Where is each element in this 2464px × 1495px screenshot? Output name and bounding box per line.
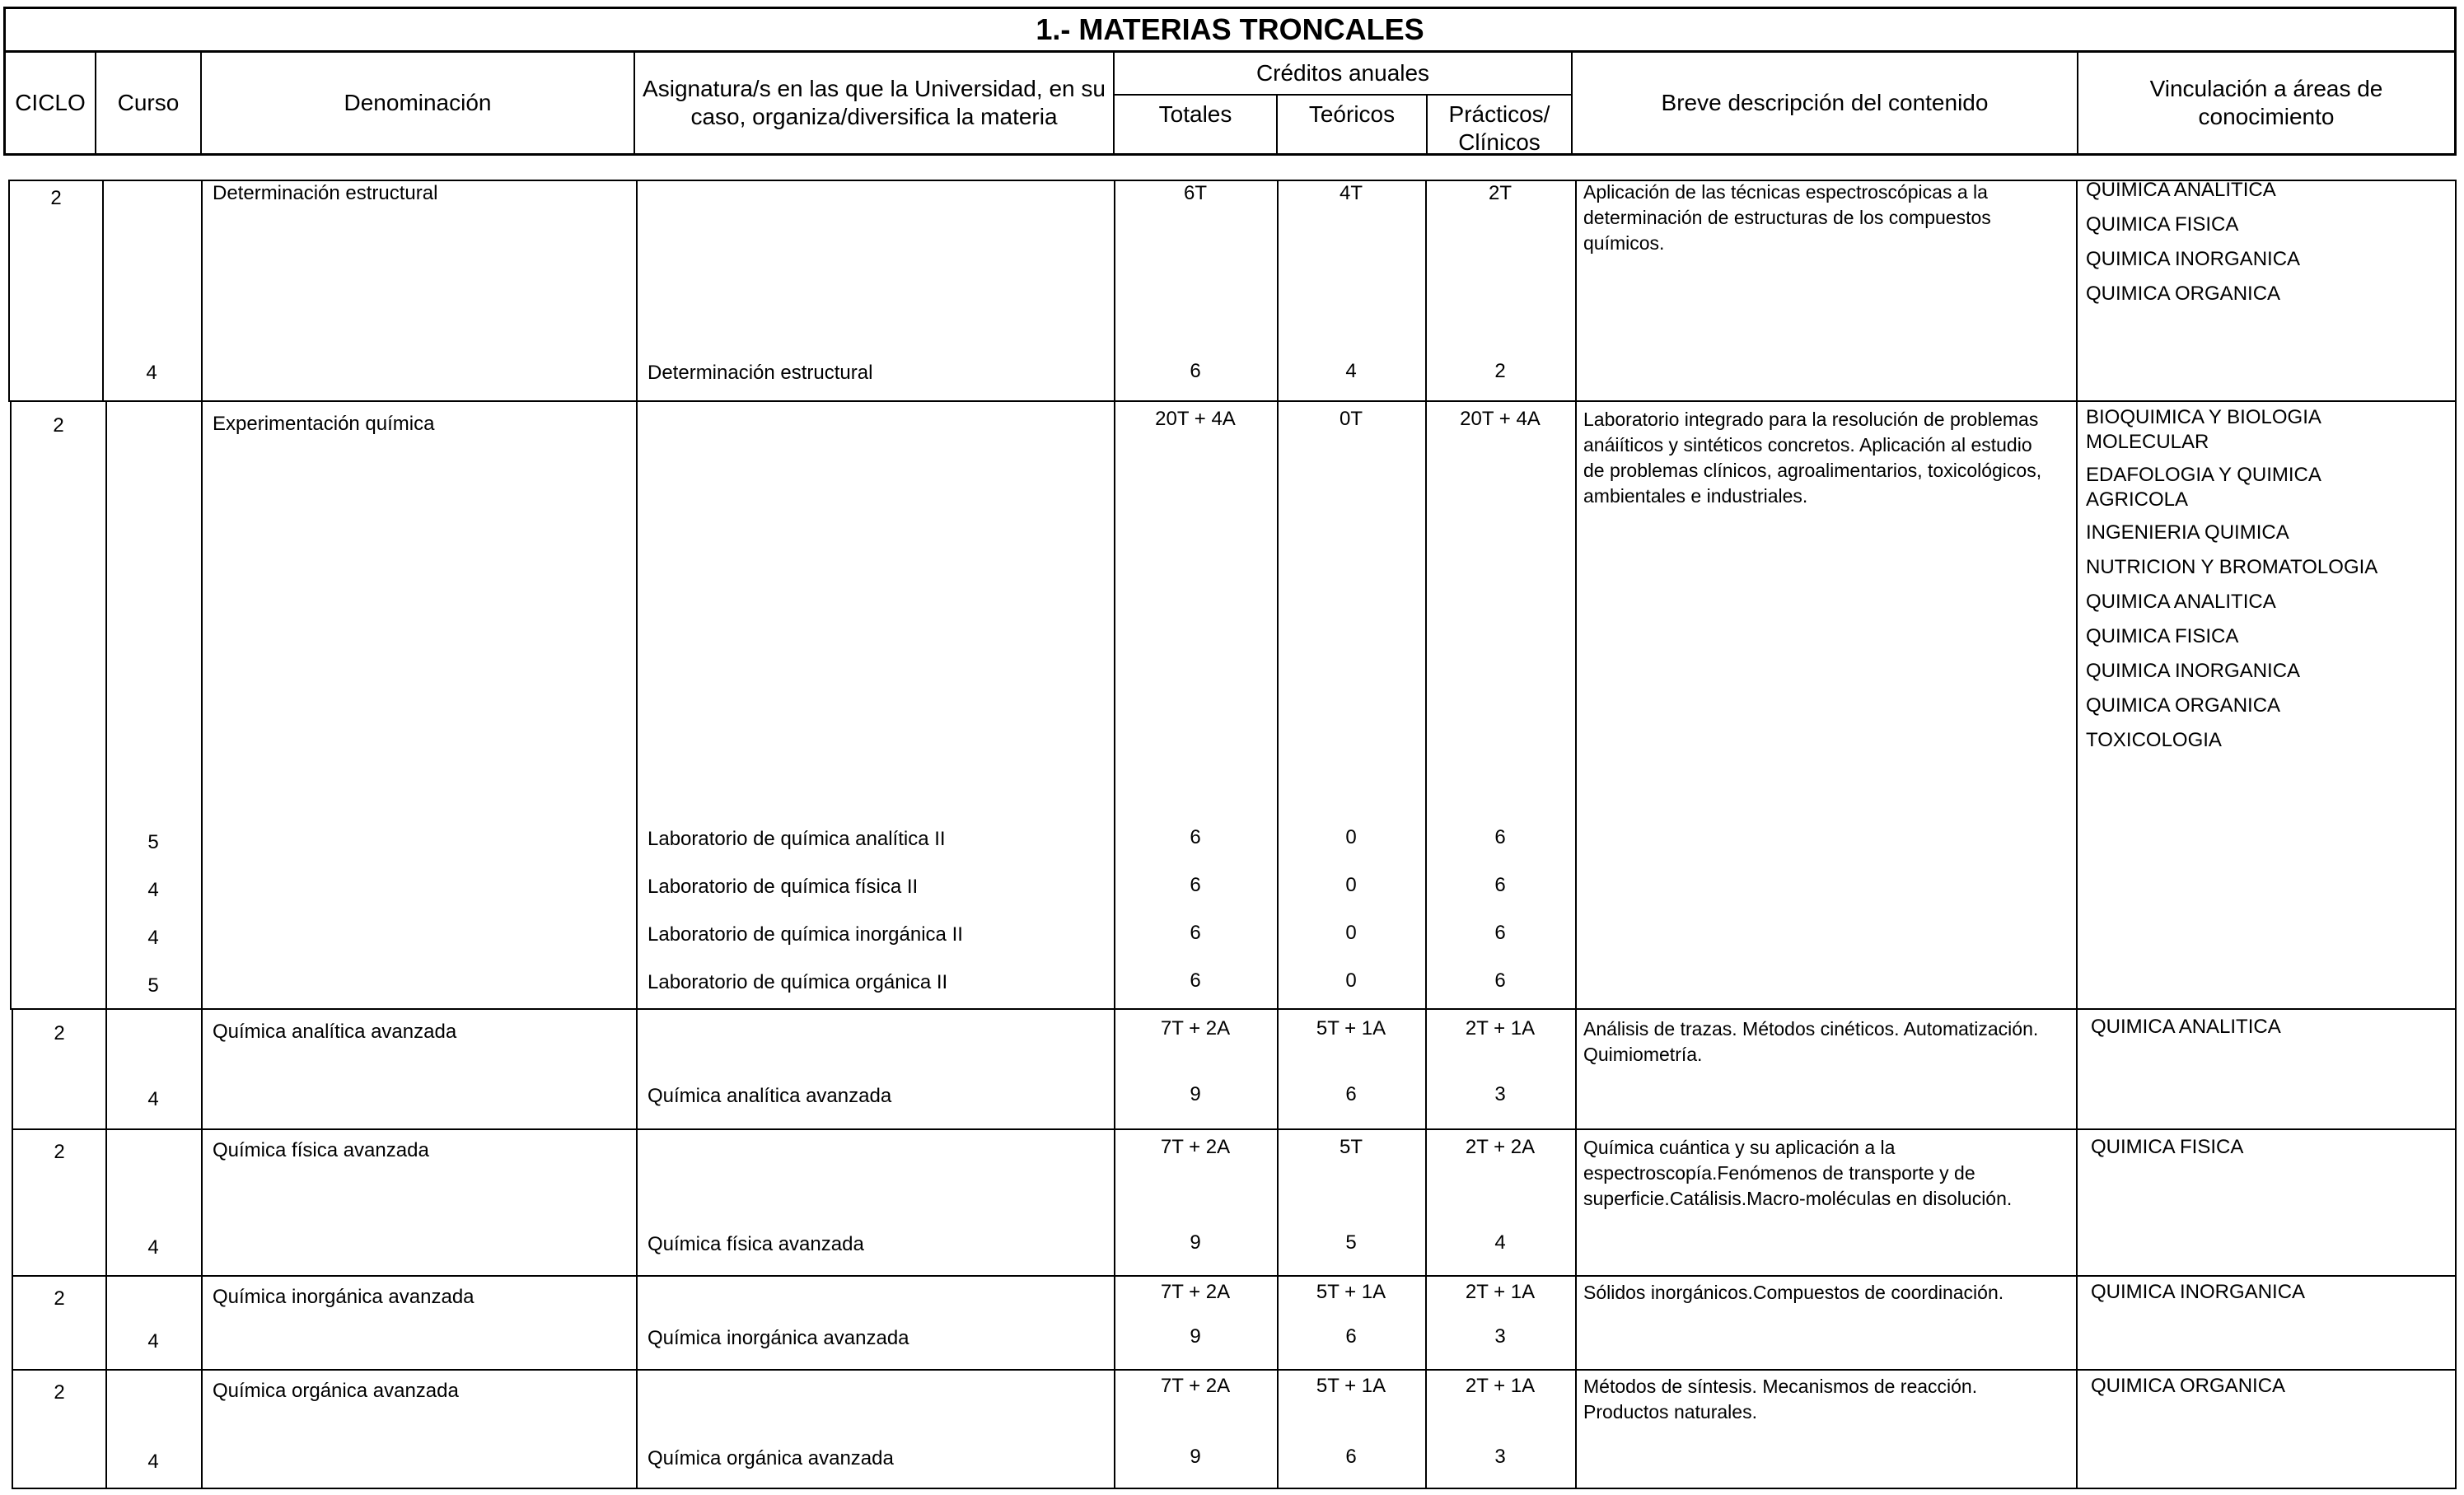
area-item: TOXICOLOGIA: [2086, 729, 2222, 751]
asig-teoricos: 0: [1345, 969, 1357, 992]
area-item: BIOQUIMICA Y BIOLOGIA MOLECULAR: [2086, 406, 2321, 453]
curso-value: 4: [147, 1236, 159, 1259]
totales-value: 7T + 2A: [1160, 1375, 1231, 1397]
practicos-value: 2T: [1488, 182, 1512, 204]
col-divider: [201, 181, 203, 400]
asig-teoricos: 6: [1345, 1446, 1357, 1468]
col-divider: [1114, 402, 1115, 1008]
area-item: QUIMICA ORGANICA: [2086, 283, 2281, 305]
asig-teoricos: 5: [1345, 1231, 1357, 1254]
materia-section: [10, 400, 2457, 1010]
col-divider: [201, 1277, 203, 1369]
header-descripcion: Breve descripción del contenido: [1661, 90, 1989, 115]
asig-totales: 9: [1190, 1083, 1201, 1105]
asignatura-value: Laboratorio de química inorgánica II: [648, 923, 963, 946]
teoricos-value: 5T + 1A: [1316, 1017, 1386, 1039]
asignatura-value: Laboratorio de química orgánica II: [648, 971, 948, 993]
curso-value: 4: [147, 879, 159, 901]
asig-teoricos: 0: [1345, 874, 1357, 896]
teoricos-value: 4T: [1339, 182, 1363, 204]
asig-totales: 6: [1190, 360, 1201, 382]
col-divider: [1425, 402, 1427, 1008]
practicos-value: 2T + 1A: [1465, 1375, 1536, 1397]
header-practicos: Prácticos/ Clínicos: [1448, 101, 1550, 155]
ciclo-value: 2: [54, 1287, 65, 1310]
asig-totales: 9: [1190, 1325, 1201, 1348]
col-divider: [2076, 402, 2078, 1008]
col-divider: [1575, 1130, 1577, 1275]
asig-totales: 6: [1190, 874, 1201, 896]
col-divider: [105, 402, 107, 1008]
area-item: QUIMICA FISICA: [2091, 1136, 2244, 1158]
asig-practicos: 6: [1494, 874, 1506, 896]
col-divider: [636, 181, 638, 400]
col-divider: [2076, 1130, 2078, 1275]
col-divider: [1575, 181, 1577, 400]
header-totales: Totales: [1158, 101, 1232, 127]
totales-value: 7T + 2A: [1160, 1017, 1231, 1039]
area-item: NUTRICION Y BROMATOLOGIA: [2086, 556, 2378, 578]
ciclo-value: 2: [50, 187, 62, 209]
asig-practicos: 3: [1494, 1325, 1506, 1348]
asig-practicos: 6: [1494, 826, 1506, 848]
asignatura-value: Química orgánica avanzada: [648, 1447, 894, 1469]
col-divider: [105, 1277, 107, 1369]
descripcion-value: Aplicación de las técnicas espectroscópicas a la determinación de estructuras de los compuestos químicos.: [1583, 181, 1991, 254]
col-divider: [1575, 1277, 1577, 1369]
area-item: QUIMICA ORGANICA: [2091, 1375, 2286, 1397]
header-curso: Curso: [117, 90, 180, 115]
descripcion-value: Sólidos inorgánicos.Compuestos de coordinación.: [1583, 1282, 2004, 1303]
asig-practicos: 4: [1494, 1231, 1506, 1254]
curso-value: 4: [147, 1451, 159, 1473]
descripcion-value: Laboratorio integrado para la resolución de problemas anáiíticos y sintéticos concretos. Aplicación al estudio de problemas clínicos, agroalimentarios, toxicológicos, ambientales e industriales.: [1583, 409, 2042, 507]
asignatura-value: Laboratorio de química analítica II: [648, 828, 946, 850]
col-divider: [1575, 1371, 1577, 1488]
practicos-value: 2T + 1A: [1465, 1281, 1536, 1303]
area-item: QUIMICA ANALITICA: [2091, 1016, 2281, 1038]
table-header: [3, 53, 2457, 156]
ciclo-value: 2: [54, 1022, 65, 1044]
asig-teoricos: 0: [1345, 826, 1357, 848]
teoricos-value: 5T + 1A: [1316, 1281, 1386, 1303]
ciclo-value: 2: [54, 1141, 65, 1163]
area-item: QUIMICA ANALITICA: [2086, 179, 2276, 201]
totales-value: 6T: [1183, 182, 1207, 204]
asig-teoricos: 4: [1345, 360, 1357, 382]
col-divider: [201, 1130, 203, 1275]
area-item: QUIMICA ORGANICA: [2086, 694, 2281, 717]
asig-practicos: 2: [1494, 360, 1506, 382]
curso-value: 5: [147, 974, 159, 997]
practicos-value: 2T + 1A: [1465, 1017, 1536, 1039]
denominacion-value: Química física avanzada: [213, 1139, 429, 1161]
area-item: QUIMICA INORGANICA: [2086, 660, 2301, 682]
asig-totales: 9: [1190, 1231, 1201, 1254]
denominacion-value: Determinación estructural: [213, 182, 438, 204]
ciclo-value: 2: [54, 1381, 65, 1404]
curso-value: 5: [147, 831, 159, 853]
asig-totales: 9: [1190, 1446, 1201, 1468]
col-divider: [2076, 181, 2078, 400]
practicos-value: 20T + 4A: [1460, 408, 1541, 430]
asig-practicos: 6: [1494, 922, 1506, 944]
asig-teoricos: 6: [1345, 1083, 1357, 1105]
col-divider: [2076, 1371, 2078, 1488]
teoricos-value: 5T + 1A: [1316, 1375, 1386, 1397]
asignatura-value: Determinación estructural: [648, 362, 873, 384]
asig-totales: 6: [1190, 922, 1201, 944]
area-item: EDAFOLOGIA Y QUIMICA AGRICOLA: [2086, 464, 2321, 511]
header-denominacion: Denominación: [344, 90, 492, 115]
materia-section: [12, 1275, 2457, 1371]
materia-section: [8, 180, 2457, 402]
area-item: QUIMICA INORGANICA: [2091, 1281, 2306, 1303]
asig-practicos: 3: [1494, 1446, 1506, 1468]
col-divider: [636, 1277, 638, 1369]
denominacion-value: Química orgánica avanzada: [213, 1380, 459, 1402]
denominacion-value: Química analítica avanzada: [213, 1021, 457, 1043]
col-divider: [201, 402, 203, 1008]
asignatura-value: Química analítica avanzada: [648, 1085, 892, 1107]
descripcion-value: Análisis de trazas. Métodos cinéticos. Automatización. Quimiometría.: [1583, 1018, 2039, 1065]
col-divider: [201, 1371, 203, 1488]
totales-value: 20T + 4A: [1155, 408, 1236, 430]
page-title: 1.- MATERIAS TRONCALES: [3, 7, 2457, 53]
asig-totales: 6: [1190, 826, 1201, 848]
col-divider: [636, 1010, 638, 1128]
area-item: QUIMICA INORGANICA: [2086, 248, 2301, 270]
practicos-value: 2T + 2A: [1465, 1136, 1536, 1158]
area-item: INGENIERIA QUIMICA: [2086, 521, 2289, 544]
descripcion-value: Métodos de síntesis. Mecanismos de reacción. Productos naturales.: [1583, 1376, 1978, 1423]
asig-teoricos: 0: [1345, 922, 1357, 944]
materia-section: [12, 1008, 2457, 1130]
header-teoricos: Teóricos: [1308, 101, 1396, 127]
header-ciclo: CICLO: [15, 90, 86, 115]
asig-teoricos: 6: [1345, 1325, 1357, 1348]
materia-section: [12, 1128, 2457, 1277]
col-divider: [1277, 402, 1279, 1008]
asignatura-value: Química inorgánica avanzada: [648, 1327, 909, 1349]
header-vinculacion: Vinculación a áreas de conocimiento: [2149, 76, 2383, 129]
teoricos-value: 0T: [1339, 408, 1363, 430]
area-item: QUIMICA ANALITICA: [2086, 591, 2276, 613]
totales-value: 7T + 2A: [1160, 1136, 1231, 1158]
denominacion-value: Química inorgánica avanzada: [213, 1286, 475, 1308]
curso-value: 4: [147, 1088, 159, 1110]
header-asignatura: Asignatura/s en las que la Universidad, en su caso, organiza/diversifica la materia: [643, 76, 1106, 129]
asignatura-value: Química física avanzada: [648, 1233, 864, 1255]
asig-practicos: 6: [1494, 969, 1506, 992]
materia-section: [12, 1369, 2457, 1489]
descripcion-value: Química cuántica y su aplicación a la espectroscopía.Fenómenos de transporte y de superficie.Catálisis.Macro-moléculas en disolución.: [1583, 1137, 2013, 1209]
col-divider: [636, 1130, 638, 1275]
col-divider: [636, 402, 638, 1008]
area-item: QUIMICA FISICA: [2086, 213, 2239, 236]
asig-totales: 6: [1190, 969, 1201, 992]
ciclo-value: 2: [53, 414, 64, 437]
curso-value: 4: [147, 927, 159, 949]
col-divider: [636, 1371, 638, 1488]
col-divider: [1575, 402, 1577, 1008]
asig-practicos: 3: [1494, 1083, 1506, 1105]
col-divider: [201, 1010, 203, 1128]
teoricos-value: 5T: [1339, 1136, 1363, 1158]
denominacion-value: Experimentación química: [213, 413, 435, 435]
curso-value: 4: [146, 362, 157, 384]
header-creditos: Créditos anuales: [1255, 60, 1430, 86]
totales-value: 7T + 2A: [1160, 1281, 1231, 1303]
col-divider: [2076, 1277, 2078, 1369]
col-divider: [1575, 1010, 1577, 1128]
area-item: QUIMICA FISICA: [2086, 625, 2239, 647]
col-divider: [2076, 1010, 2078, 1128]
curso-value: 4: [147, 1330, 159, 1353]
asignatura-value: Laboratorio de química física II: [648, 876, 919, 898]
